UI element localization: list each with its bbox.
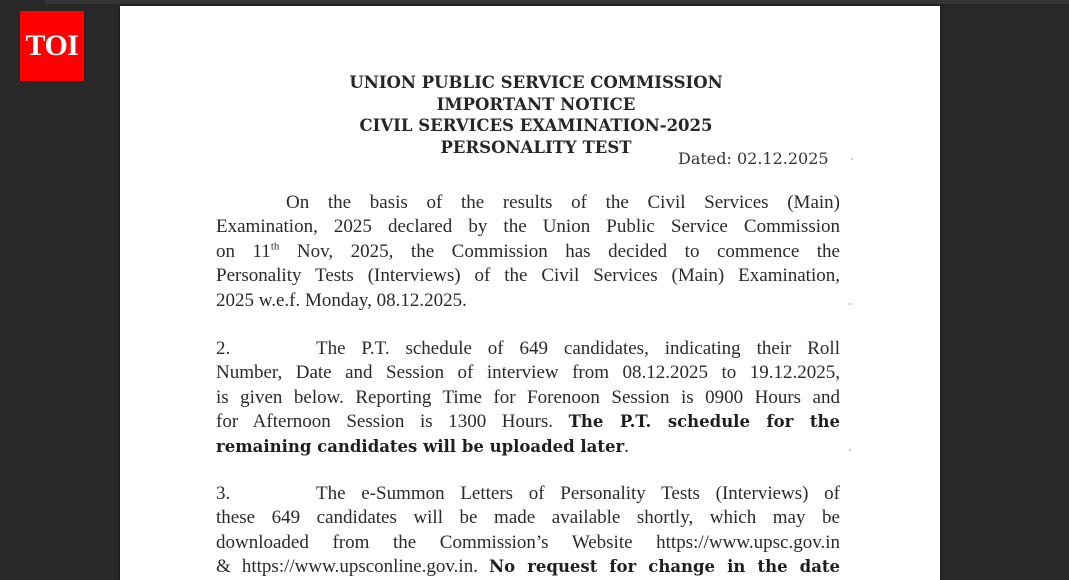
scan-speck	[851, 158, 853, 160]
paragraph-1	[216, 191, 840, 313]
heading-line-test: PERSONALITY TEST	[440, 137, 632, 157]
toi-logo[interactable]	[20, 11, 84, 81]
bold-text: remaining candidates will be uploaded later	[216, 436, 625, 456]
top-bar	[45, 0, 1069, 4]
paragraph-line: Number, Date and Session of interview from 08.12.2025 to 19.12.2025,	[216, 362, 840, 384]
heading-line-notice: IMPORTANT NOTICE	[436, 94, 636, 114]
notice-heading	[120, 72, 832, 158]
bold-text: The P.T. schedule for the	[568, 412, 841, 432]
paragraph-3	[216, 482, 840, 580]
logo-text: TOI	[25, 29, 79, 62]
paragraph-2	[216, 337, 840, 459]
paragraph-line: on 11th Nov, 2025, the Commission has decided to commence the	[216, 240, 840, 262]
paragraph-number: 3.	[216, 483, 231, 504]
scan-speck	[849, 303, 851, 305]
paragraph-line: for Afternoon Session is 1300 Hours. The P.T. schedule for the	[216, 411, 841, 433]
notice-date: Dated: 02.12.2025	[678, 149, 829, 168]
heading-line-exam: CIVIL SERVICES EXAMINATION-2025	[359, 116, 713, 135]
paragraph-line: Personality Tests (Interviews) of the Civil Services (Main) Examination,	[216, 265, 840, 287]
paragraph-line: 2025 w.e.f. Monday, 08.12.2025.	[216, 289, 467, 311]
paragraph-line: is given below. Reporting Time for Forenoon Session is 0900 Hours and	[216, 386, 840, 408]
paragraph-line: Examination, 2025 declared by the Union Public Service Commission	[216, 216, 840, 238]
paragraph-line: 2. The P.T. schedule of 649 candidates, indicating their Roll	[216, 337, 840, 361]
paragraph-line: 3. The e-Summon Letters of Personality Tests (Interviews) of	[216, 482, 840, 506]
paragraph-line: & https://www.upsconline.gov.in. No request for change in the date	[216, 556, 841, 578]
document-page	[120, 6, 940, 580]
bold-text: No request for change in the date	[489, 557, 841, 577]
paragraph-line: remaining candidates will be uploaded later.	[216, 435, 629, 457]
paragraph-line: these 649 candidates will be made available shortly, which may be	[216, 507, 840, 529]
paragraph-line: On the basis of the results of the Civil Services (Main)	[286, 192, 840, 213]
scan-speck	[849, 449, 851, 451]
paragraph-number: 2.	[216, 338, 231, 359]
paragraph-line: downloaded from the Commission’s Website https://www.upsc.gov.in	[216, 531, 840, 553]
heading-line-commission: UNION PUBLIC SERVICE COMMISSION	[349, 73, 723, 92]
